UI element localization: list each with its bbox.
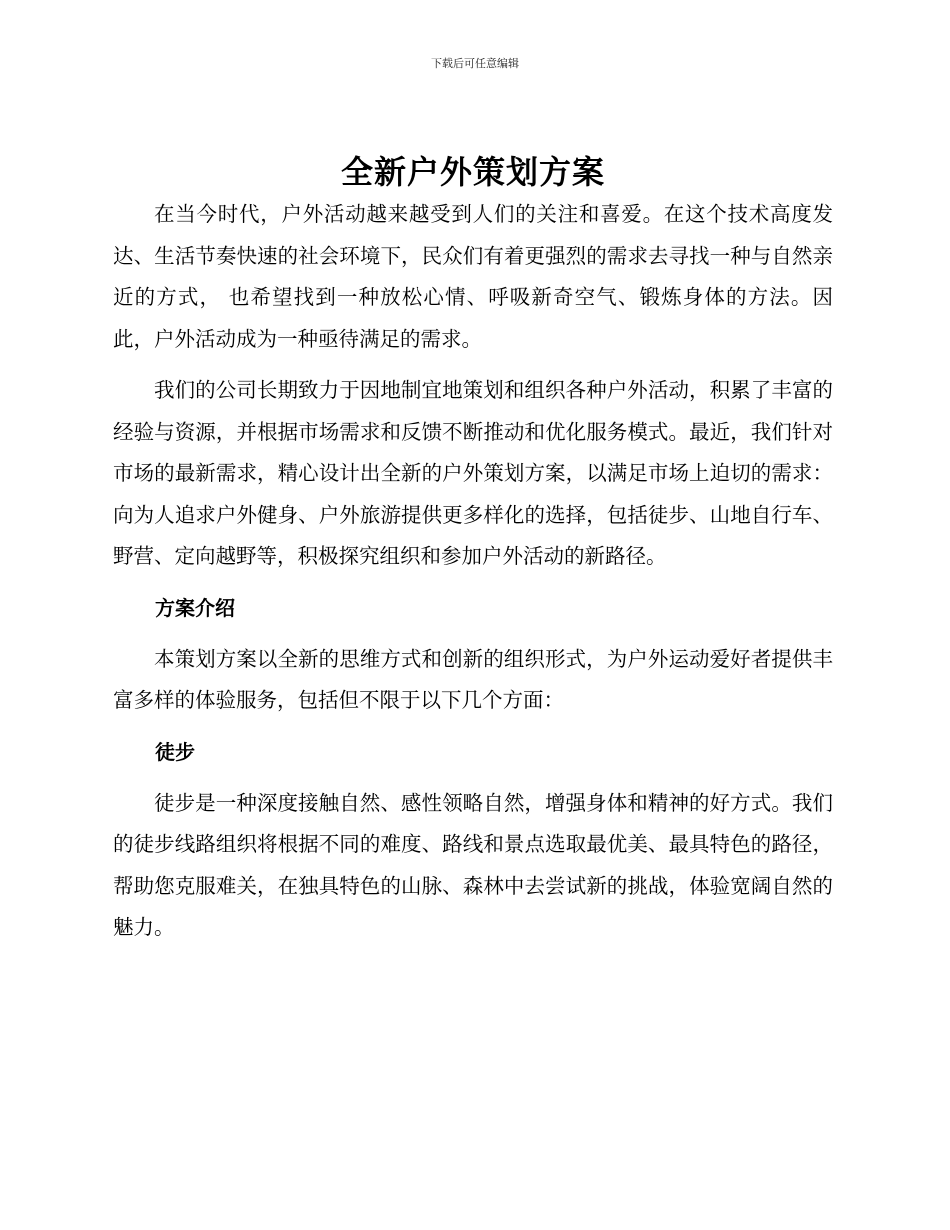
section-heading-hiking: 徒步 — [155, 739, 195, 764]
document-title: 全新户外策划方案 — [340, 153, 605, 191]
section-heading-plan-intro: 方案介绍 — [155, 595, 235, 620]
plan-intro-paragraph: 本策划方案以全新的思维方式和创新的组织形式，为户外运动爱好者提供丰富多样的体验服务，包括但不限于以下几个方面： — [113, 646, 833, 712]
intro-paragraph-2: 我们的公司长期致力于因地制宜地策划和组织各种户外活动，积累了丰富的经验与资源，并根据市场需求和反馈不断推动和优化服务模式。最近，我们针对市场的最新需求，精心设计出全新的户外策划方案，以满足市场上迫切的需求：向为人追求户外健身、户外旅游提供更多样化的选择，包括徒步、山地自行车、野营、定向越野等，积极探究组织和参加户外活动的新路径。 — [113, 378, 833, 568]
hiking-paragraph: 徒步是一种深度接触自然、感性领略自然，增强身体和精神的好方式。我们的徒步线路组织将根据不同的难度、路线和景点选取最优美、最具特色的路径，帮助您克服难关，在独具特色的山脉、森林中去尝试新的挑战，体验宽阔自然的魅力。 — [113, 790, 833, 939]
intro-paragraph-1: 在当今时代，户外活动越来越受到人们的关注和喜爱。在这个技术高度发达、生活节奏快速的社会环境下，民众们有着更强烈的需求去寻找一种与自然亲近的方式， 也希望找到一种放松心情、呼吸新奇空气、锻炼身体的方法。因此，户外活动成为一种亟待满足的需求。 — [113, 202, 833, 351]
document-body — [113, 150, 833, 959]
header-note: 下载后可任意编辑 — [431, 57, 519, 70]
